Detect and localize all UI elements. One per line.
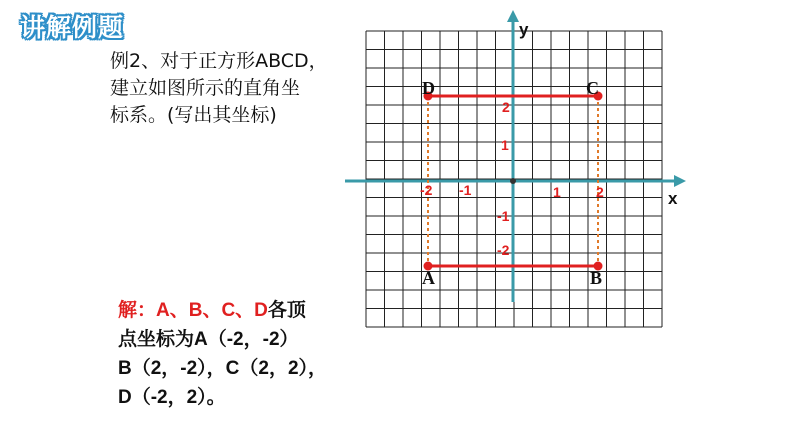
x-axis-arrow [674,175,686,187]
answer-line-3: B（2，-2），C（2，2）， [118,358,328,379]
point-label-c: C [586,78,599,98]
axes [345,10,686,302]
section-badge: 讲解例题 [20,13,125,42]
question-line-1: 例2、对于正方形ABCD， [110,50,328,72]
answer-text [118,296,398,412]
answer-prefix: 解：A、B、C、D [118,300,268,321]
answer-line-4: D（-2，2）。 [118,387,226,408]
tick-y-neg2: -2 [497,242,510,258]
y-axis-label: y [519,20,529,39]
y-axis-arrow [507,10,519,22]
answer-line-1-rest: 各顶 [267,300,306,321]
x-axis-label: x [668,189,678,208]
tick-x-2: 2 [596,184,604,200]
tick-x-neg2: -2 [420,182,433,198]
tick-x-neg1: -1 [459,182,472,198]
answer-line-1 [118,296,398,325]
point-label-d: D [422,78,435,98]
point-label-b: B [590,268,603,288]
tick-y-1: 1 [501,137,509,153]
tick-y-neg1: -1 [497,208,510,224]
origin-dot [510,178,516,184]
tick-x-1: 1 [553,184,561,200]
point-label-a: A [422,268,435,288]
answer-line-2: 点坐标为A（-2，-2） [118,329,299,350]
question-line-3: 标系。(写出其坐标) [110,104,277,126]
tick-y-2: 2 [502,99,510,115]
question-line-2: 建立如图所示的直角坐 [110,77,301,99]
